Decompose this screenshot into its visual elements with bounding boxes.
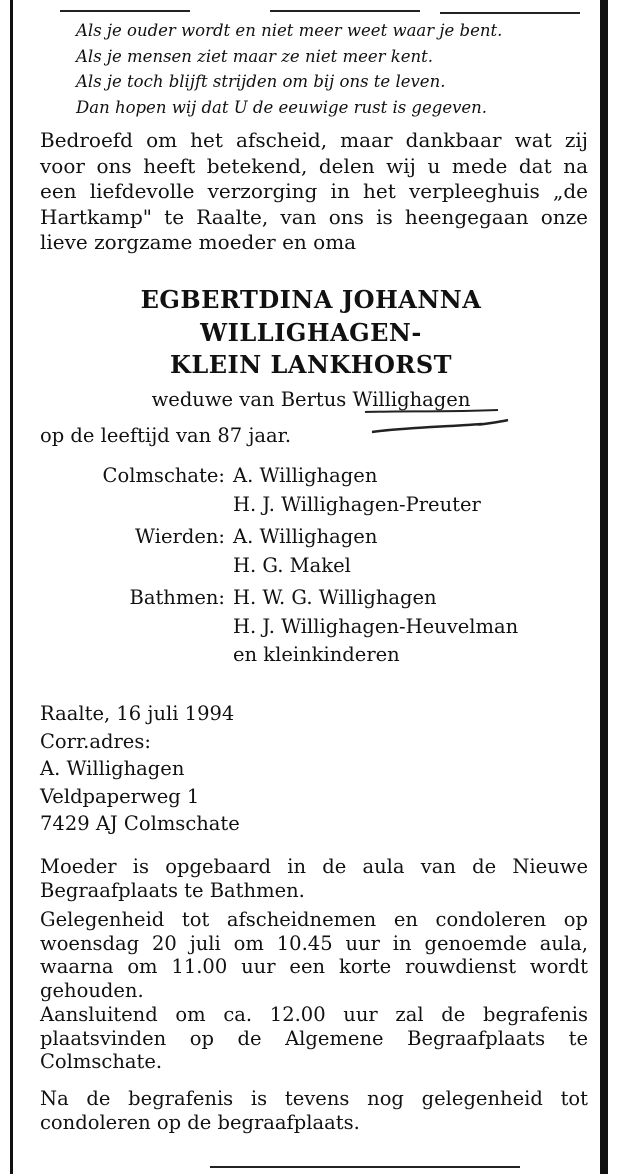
closing-paragraph [40,1087,588,1134]
poem [76,18,502,120]
funeral-paragraph [40,1003,588,1074]
family-place: Bathmen: [129,586,225,609]
deceased-name-line: KLEIN LANKHORST [169,350,453,379]
poem-line: Als je toch blijft strijden om bij ons te leven. [76,72,446,91]
paragraph-line: woensdag 20 juli om 10.45 uur in genoemde aula, [40,931,588,955]
widow-of: weduwe van Bertus Willighagen [151,388,471,411]
paragraph-line: Gelegenheid tot afscheidnemen en condoleren op [40,908,588,931]
paragraph-line: Moeder is opgebaard in de aula van de Nieuwe [40,855,588,878]
age-line: op de leeftijd van 87 jaar. [40,424,292,447]
intro-text [40,128,588,256]
left-border [10,0,13,1174]
family-names [233,584,518,670]
address-line: Raalte, 16 juli 1994 [40,702,235,725]
deceased-name-line: WILLIGHAGEN- [200,318,422,347]
bottom-rule [210,1166,520,1168]
paragraph-line: Begraafplaats te Bathmen. [40,878,305,902]
family-member: H. J. Willighagen-Heuvelman [233,614,519,638]
paragraph-line: waarna om 11.00 uur een korte rouwdienst wordt [40,955,588,978]
family-member: en kleinkinderen [233,643,400,666]
family-place: Wierden: [135,525,225,548]
intro-line: lieve zorgzame moeder en oma [40,230,357,255]
paragraph-line: Na de begrafenis is tevens nog gelegenheid tot [40,1087,588,1110]
viewing-paragraph [40,855,588,902]
address-line: 7429 AJ Colmschate [40,812,240,835]
family-names [233,462,481,519]
family-member: A. Willighagen [233,464,378,487]
paragraph-line: Colmschate. [40,1050,163,1073]
intro-line: Bedroefd om het afscheid, maar dankbaar wat zij [40,128,588,152]
paragraph-line: plaatsvinden op de Algemene Begraafplaats te [40,1026,588,1050]
paragraph-line: Aansluitend om ca. 12.00 uur zal de begrafenis [40,1003,588,1026]
condolence-paragraph [40,908,588,1002]
paragraph-line: condoleren op de begraafplaats. [40,1110,360,1134]
family-place: Colmschate: [102,464,225,487]
family-member: A. Willighagen [233,525,378,548]
top-rule [440,12,580,14]
top-rule [60,10,190,12]
poem-line: Dan hopen wij dat U de eeuwige rust is gegeven. [76,97,488,117]
paragraph-line: gehouden. [40,978,144,1002]
right-border [600,0,608,1174]
poem-line: Als je mensen ziet maar ze niet meer kent. [76,46,434,66]
intro-line: een liefdevolle verzorging in het verpleeghuis „de [40,179,588,204]
family-member: H. J. Willighagen-Preuter [233,492,481,516]
deceased-name-line: EGBERTDINA JOHANNA [140,285,482,314]
intro-line: voor ons heeft betekend, delen wij u mede dat na [40,153,588,178]
family-member: H. G. Makel [233,553,351,577]
address-line: A. Willighagen [40,757,185,780]
family-member: H. W. G. Willighagen [233,586,437,609]
top-rule [270,10,420,12]
intro-line: Hartkamp" te Raalte, van ons is heengegaan onze [40,204,588,229]
pen-underline [360,408,510,438]
family-names [233,523,377,580]
address-line: Corr.adres: [40,729,151,753]
poem-line: Als je ouder wordt en niet meer weet waar je bent. [76,21,503,40]
address-line: Veldpaperweg 1 [40,784,200,808]
correspondence-address [40,700,240,838]
